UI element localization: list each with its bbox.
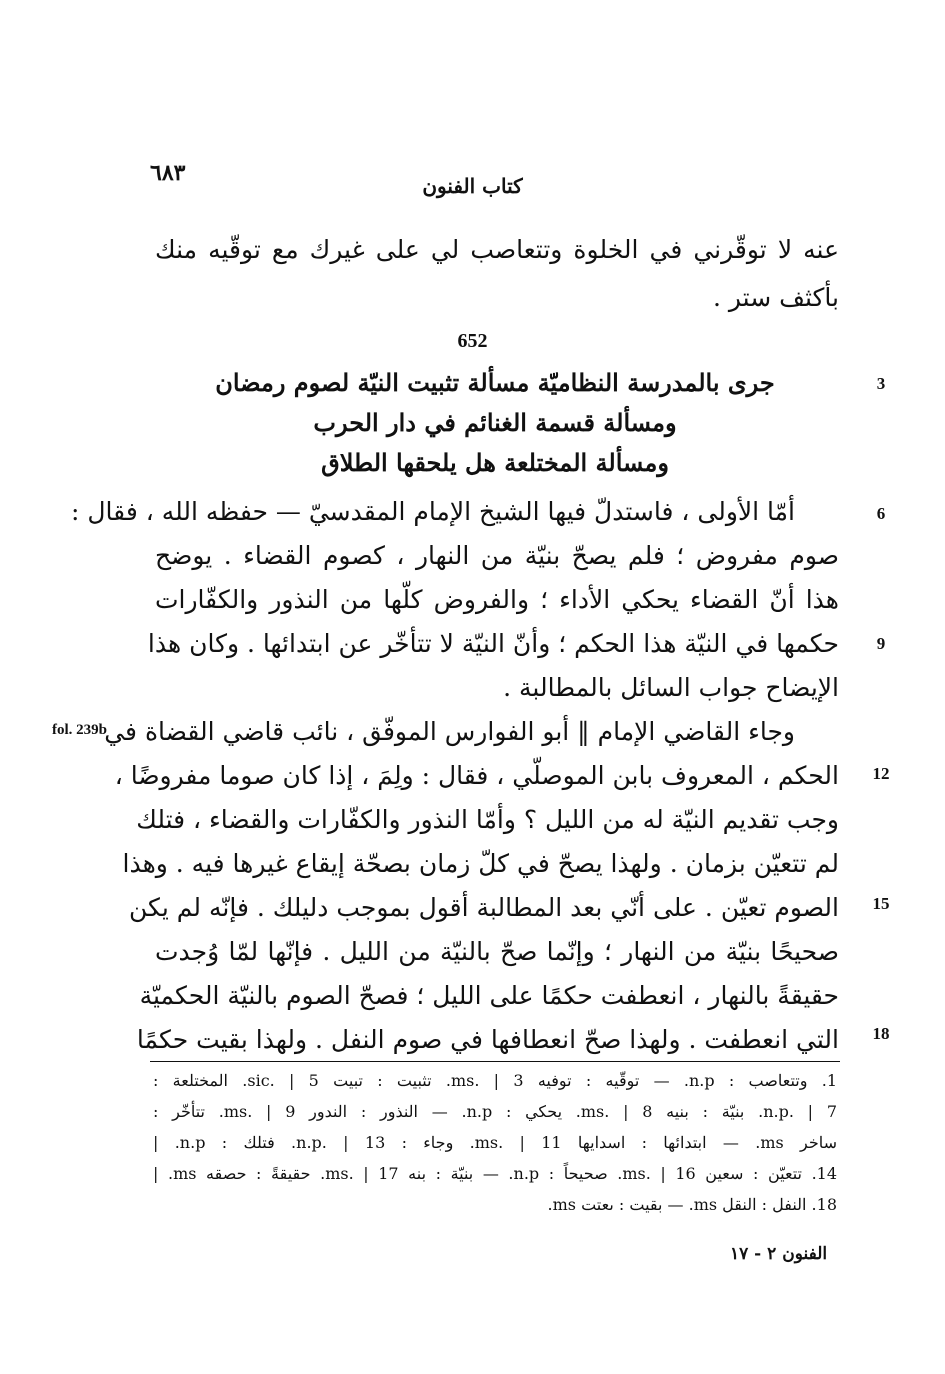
signature-mark: الفنون ٢ - ١٧ xyxy=(730,1244,828,1264)
line-number: 15 xyxy=(872,894,890,913)
section-heading-line: جرى بالمدرسة النظاميّة مسألة تثبيت النيّة لصوم رمضان xyxy=(215,368,775,397)
body-line: حقيقةً بالنهار ، انعطفت حكمًا على الليل ؛ فصحّ الصوم بالنيّة الحكميّة xyxy=(139,981,839,1010)
body-line: الحكم ، المعروف بابن الموصلّي ، فقال : ولِمَ ، إذا كان صوما مفروضًا ، xyxy=(114,761,839,790)
body-line: صحيحًا بنيّة من النهار ؛ وإنّما صحّ بالنيّة من الليل . فإنّها لمّا وُجدت xyxy=(155,937,839,966)
body-line: التي انعطفت . ولهذا صحّ انعطافها في صوم النفل . ولهذا بقيت حكمًا xyxy=(136,1025,839,1054)
body-line: صوم مفروض ؛ فلم يصحّ بنيّة من النهار ، كصوم القضاء . يوضح xyxy=(155,541,839,570)
body-line: الصوم تعيّن . على أنّي بعد المطالبة أقول بموجب دليلك . فإنّه لم يكن xyxy=(129,893,839,922)
section-heading-line: ومسألة المختلعة هل يلحقها الطلاق xyxy=(321,448,669,477)
footnote-line: 14. تتعيّن : سعين ms. | 16. صحيحاً : n.p. — بنيّة : بنه ms. | 17. حقيقةً : حصقه ms. | xyxy=(153,1164,838,1183)
footnote-line: ساخر ms. — ابتدائها : اسدايها ms. | 11. وجاء : n.p. | 13. فتلك : n.p. | xyxy=(153,1133,838,1152)
line-number: 18 xyxy=(872,1024,890,1043)
footnote-rule xyxy=(150,1061,840,1062)
continuation-line: بأكثف ستر . xyxy=(712,283,839,312)
footnote-line: 1. وتتعاصب : n.p. — توقّيه : توفيه ms. | 3. تثبيت : تبيت sic. | 5. المختلعة : xyxy=(153,1071,838,1090)
line-number: 6 xyxy=(876,504,886,523)
footnote-line: 18. النفل : النقل ms. — بقيت : ىعتت ms. xyxy=(547,1195,837,1214)
body-line: أمّا الأولى ، فاستدلّ فيها الشيخ الإمام المقدسيّ — حفظه الله ، فقال : xyxy=(71,497,795,526)
line-number: 3 xyxy=(876,374,886,393)
running-head: كتاب الفنون xyxy=(422,174,523,198)
section-number: 652 xyxy=(457,330,488,352)
body-line: لم تتعيّن بزمان . ولهذا يصحّ في كلّ زمان بصحّة إيقاع غيرها فيه . وهذا xyxy=(122,849,839,878)
body-line: هذا أنّ القضاء يحكي الأداء ؛ والفروض كلّها من النذور والكفّارات xyxy=(155,585,839,614)
body-line: الإيضاح جواب السائل بالمطالبة . xyxy=(503,673,839,702)
footnote-line: n.p. | 7. بنيّة : بنيه ms. | 8. يحكي : n.p. — النذور : الندور ms. | 9. تتأخّر : xyxy=(153,1102,837,1121)
page-number: ٦٨٣ xyxy=(150,160,186,186)
continuation-line: عنه لا توقّرني في الخلوة وتتعاصب لي على غيرك مع توقّيه منك xyxy=(155,235,839,264)
section-heading-line: ومسألة قسمة الغنائم في دار الحرب xyxy=(313,408,677,437)
line-number: 9 xyxy=(876,634,886,653)
body-line: وجب تقديم النيّة له من الليل ؟ وأمّا النذور والكفّارات والقضاء ، فتلك xyxy=(136,805,839,834)
body-line: حكمها في النيّة هذا الحكم ؛ وأنّ النيّة لا تتأخّر عن ابتدائها . وكان هذا xyxy=(147,629,839,658)
folio-marker: fol. 239b xyxy=(52,722,108,738)
line-number: 12 xyxy=(872,764,890,783)
body-line: وجاء القاضي الإمام ‖ أبو الفوارس الموفّق ، نائب قاضي القضاة في xyxy=(104,717,795,746)
